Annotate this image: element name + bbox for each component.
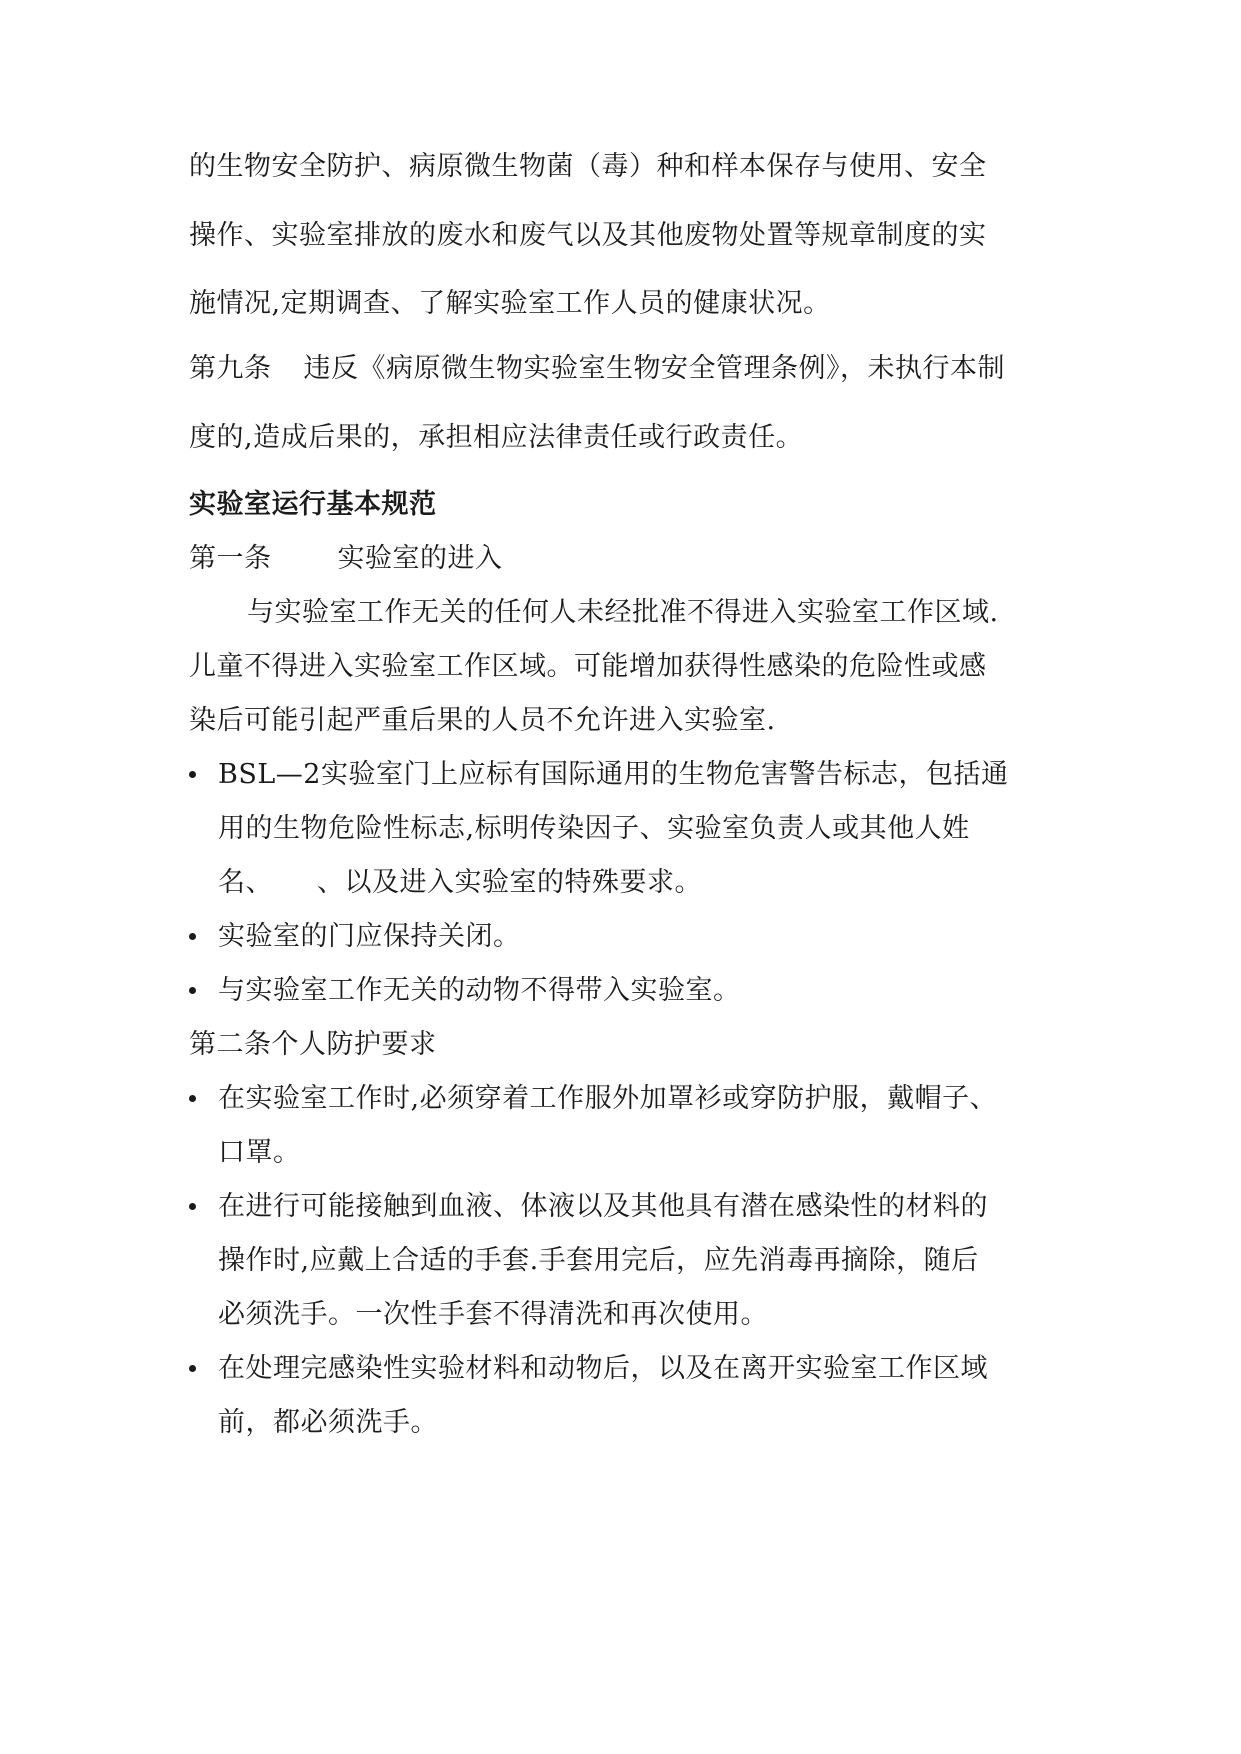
- bullet-marker: [189, 1365, 196, 1372]
- list-item-text: 、以及进入实验室的特殊要求。: [317, 867, 702, 898]
- paragraph-line: 施情况,定期调查、了解实验室工作人员的健康状况。: [189, 288, 831, 319]
- paragraph-line: 儿童不得进入实验室工作区域。可能增加获得性感染的危险性或感: [189, 651, 987, 682]
- bullet-marker: [189, 1203, 196, 1210]
- list-item-line: 操作时,应戴上合适的手套.手套用完后，应先消毒再摘除，随后: [218, 1245, 979, 1276]
- list-item-line: 实验室的门应保持关闭。: [218, 921, 521, 952]
- paragraph-line: 度的,造成后果的，承担相应法律责任或行政责任。: [189, 422, 804, 453]
- article-one-label: 第一条: [189, 543, 272, 574]
- article-nine-label: 第九条: [189, 353, 272, 384]
- list-item-line: BSL—2实验室门上应标有国际通用的生物危害警告标志，包括通: [218, 759, 1009, 790]
- article-nine: [189, 355, 1005, 382]
- bullet-marker: [189, 1095, 196, 1102]
- list-item-line: 口罩。: [218, 1137, 301, 1168]
- list-item-line: [218, 869, 702, 896]
- bullet-marker: [189, 771, 196, 778]
- bullet-marker: [189, 987, 196, 994]
- bullet-marker: [189, 933, 196, 940]
- paragraph-line: 的生物安全防护、病原微生物菌（毒）种和样本保存与使用、安全: [189, 151, 987, 182]
- list-item-line: 必须洗手。一次性手套不得清洗和再次使用。: [218, 1299, 768, 1330]
- list-item-line: 与实验室工作无关的动物不得带入实验室。: [218, 975, 741, 1006]
- list-item-line: 用的生物危险性标志,标明传染因子、实验室负责人或其他人姓: [218, 813, 970, 844]
- list-item-line: 在实验室工作时,必须穿着工作服外加罩衫或穿防护服，戴帽子、: [218, 1083, 998, 1114]
- article-one-title: 实验室的进入: [337, 543, 503, 574]
- paragraph-line: 与实验室工作无关的任何人未经批准不得进入实验室工作区域.: [247, 597, 999, 628]
- paragraph-line: 操作、实验室排放的废水和废气以及其他废物处置等规章制度的实: [189, 220, 987, 251]
- list-item-line: 在处理完感染性实验材料和动物后，以及在离开实验室工作区域: [218, 1353, 988, 1384]
- article-one-heading: [189, 545, 503, 572]
- list-item-line: 前，都必须洗手。: [218, 1407, 438, 1438]
- section-title: 实验室运行基本规范: [189, 489, 437, 520]
- list-item-text: 名、: [218, 867, 273, 898]
- article-nine-text: 违反《病原微生物实验室生物安全管理条例》，未执行本制: [303, 353, 1005, 384]
- list-item-line: 在进行可能接触到血液、体液以及其他具有潜在感染性的材料的: [218, 1191, 988, 1222]
- paragraph-line: 染后可能引起严重后果的人员不允许进入实验室.: [189, 705, 776, 736]
- article-two-heading: 第二条个人防护要求: [189, 1029, 437, 1060]
